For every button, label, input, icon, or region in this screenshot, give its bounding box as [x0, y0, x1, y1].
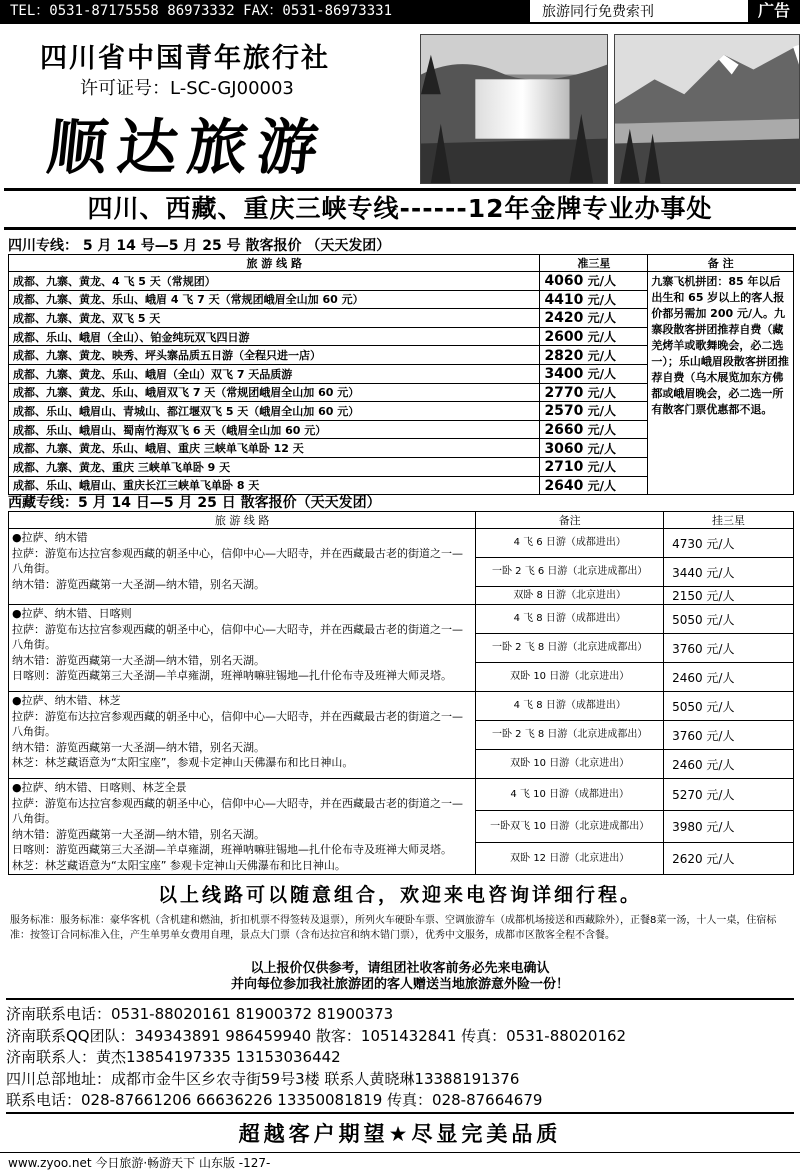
itinerary-price: 5050 元/人: [664, 692, 794, 721]
col-header-note: 备注: [476, 512, 664, 529]
price-unit: 元/人: [587, 478, 616, 493]
agency-name: 四川省中国青年旅行社: [40, 43, 330, 74]
itinerary-note: 4 飞 6 日游（成都进出）: [476, 529, 664, 558]
route-name: 成都、九寨、黄龙、乐山、峨眉、重庆 三峡单飞单卧 12 天: [9, 439, 540, 458]
contact-line: 济南联系QQ团队：349343891 986459940 散客：1051432841 传真：0531-88020162: [6, 1026, 627, 1045]
price-unit: 元/人: [587, 292, 616, 307]
itinerary-price: 5050 元/人: [664, 605, 794, 634]
route-price-cell: [540, 346, 648, 365]
route-name: 成都、九寨、黄龙、乐山、峨眉双飞 7 天（常规团峨眉全山加 60 元）: [9, 383, 540, 402]
route-description: [9, 779, 476, 875]
combination-note: 以上线路可以随意组合，欢迎来电咨询详细行程。: [157, 884, 642, 906]
warning-notice: [0, 961, 800, 993]
price-unit: 元/人: [587, 404, 616, 419]
route-title: ●拉萨、纳木错、日喀则、林芝全景: [12, 781, 187, 794]
itinerary-price: 4730 元/人: [664, 529, 794, 558]
route-detail: 日喀则：游览西藏第三大圣湖—羊卓雍湖，班禅呐嘛驻锡地—扎什伦布寺及班禅大师灵塔。: [12, 669, 452, 682]
route-price-cell: [540, 457, 648, 476]
route-detail: 拉萨：游览布达拉宫参观西藏的朝圣中心，信仰中心—大昭寺，并在西藏最古老的街道之一—八角街。: [12, 546, 463, 575]
route-name: 成都、乐山、峨眉山、青城山、都江堰双飞 5 天（峨眉全山加 60 元）: [9, 402, 540, 421]
top-bar: [0, 0, 800, 24]
route-name: 成都、乐山、峨眉（全山）、铂金纯玩双飞四日游: [9, 327, 540, 346]
contact-line: 联系电话：028-87661206 66636226 13350081819 传真：028-87664679: [6, 1091, 543, 1109]
service-standard: 服务标准：服务标准：豪华客机（含机建和燃油，折扣机票不得签转及退票），所列火车硬卧车票、空调旅游车（成都机场接送和西藏除外），正餐8菜一汤，十人一桌，住宿标准：按签订合同标准入住，产生单男单女费用自理，景点大门票（含布达拉宫和纳木错门票），优秀中文服务，成都市区散客全程不含餐。: [10, 915, 777, 941]
route-detail: 日喀则：游览西藏第三大圣湖—羊卓雍湖，班禅呐嘛驻锡地—扎什伦布寺及班禅大师灵塔。: [12, 843, 452, 856]
table-row: [9, 605, 794, 634]
route-price-cell: [540, 327, 648, 346]
itinerary-note: 双卧 12 日游（北京进出）: [476, 843, 664, 875]
route-price-cell: [540, 364, 648, 383]
table-row: [9, 692, 794, 721]
tibet-price-table: [8, 511, 794, 875]
sichuan-section-title: 四川专线： 5 月 14 号—5 月 25 号 散客报价 （天天发团）: [8, 238, 391, 254]
itinerary-price: 5270 元/人: [664, 779, 794, 811]
tibet-section-title: 西藏专线：5 月 14 日—5 月 25 日 散客报价（天天发团）: [8, 495, 381, 511]
itinerary-note: 4 飞 8 日游（成都进出）: [476, 692, 664, 721]
route-detail: 纳木错：游览西藏第一大圣湖—纳木错，别名天湖。: [12, 827, 265, 841]
route-detail: 林芝：林芝藏语意为“太阳宝座”，参观卡定神山天佛瀑布和比日神山。: [12, 756, 354, 769]
route-description: [9, 605, 476, 692]
route-title: ●拉萨、纳木错、日喀则: [12, 607, 132, 620]
header: [0, 26, 800, 186]
col-header-route: 旅 游 线 路: [9, 255, 540, 272]
price-unit: 元/人: [587, 274, 616, 289]
itinerary-price: 3760 元/人: [664, 634, 794, 663]
itinerary-note: 一卧 2 飞 8 日游（北京进成都出）: [476, 721, 664, 750]
route-price-cell: [540, 476, 648, 495]
route-description: [9, 529, 476, 605]
route-name: 成都、九寨、黄龙、映秀、坪头寨品质五日游（全程只进一店）: [9, 346, 540, 365]
table-row: [9, 272, 794, 291]
itinerary-price: 2620 元/人: [664, 843, 794, 875]
route-price: 2600: [544, 329, 584, 346]
price-unit: 元/人: [587, 423, 616, 438]
route-title: ●拉萨、纳木错: [12, 531, 88, 544]
col-header-route: 旅 游 线 路: [9, 512, 476, 529]
route-price: 3060: [544, 440, 584, 457]
top-contact: TEL：0531-87175558 86973332 FAX：0531-86973331: [0, 0, 530, 22]
itinerary-note: 4 飞 8 日游（成都进出）: [476, 605, 664, 634]
route-detail: 拉萨：游览布达拉宫参观西藏的朝圣中心，信仰中心—大昭寺，并在西藏最古老的街道之一—八角街。: [12, 796, 463, 825]
itinerary-note: 一卧 2 飞 6 日游（北京进成都出）: [476, 558, 664, 587]
route-price: 2570: [544, 403, 584, 420]
waterfall-photo: [420, 34, 608, 184]
itinerary-price: 2460 元/人: [664, 750, 794, 779]
route-detail: 拉萨：游览布达拉宫参观西藏的朝圣中心，信仰中心—大昭寺，并在西藏最古老的街道之一—八角街。: [12, 622, 463, 651]
col-header-note: 备 注: [648, 255, 794, 272]
route-price-cell: [540, 383, 648, 402]
itinerary-note: 4 飞 10 日游（成都进出）: [476, 779, 664, 811]
route-price-cell: [540, 290, 648, 309]
route-price: 3400: [544, 366, 584, 383]
route-price: 2710: [544, 459, 584, 476]
motto: 超越客户期望★尽显完美品质: [238, 1122, 562, 1146]
itinerary-price: 3980 元/人: [664, 811, 794, 843]
route-description: [9, 692, 476, 779]
itinerary-note: 一卧 2 飞 8 日游（北京进成都出）: [476, 634, 664, 663]
contact-line: 济南联系人：黄杰13854197335 13153036442: [6, 1048, 341, 1066]
price-unit: 元/人: [587, 460, 616, 475]
license-number: 许可证号：L-SC-GJ00003: [80, 78, 294, 99]
table-row: [9, 779, 794, 811]
itinerary-note: 双卧 8 日游（北京进出）: [476, 587, 664, 605]
route-detail: 拉萨：游览布达拉宫参观西藏的朝圣中心，信仰中心—大昭寺，并在西藏最古老的街道之一—八角街。: [12, 709, 463, 738]
banner-headline: 四川、西藏、重庆三峡专线------12年金牌专业办事处: [4, 188, 796, 230]
route-detail: 纳木错：游览西藏第一大圣湖—纳木错，别名天湖。: [12, 740, 265, 754]
route-price-cell: [540, 439, 648, 458]
contact-line: 四川总部地址：成都市金牛区乡农寺街59号3楼 联系人黄晓琳13388191376: [6, 1069, 520, 1088]
route-detail: 纳木错：游览西藏第一大圣湖—纳木错，别名天湖。: [12, 653, 265, 667]
warning-line: 以上报价仅供参考，请组团社收客前务必先来电确认: [250, 961, 550, 976]
route-detail: 林芝：林芝藏语意为“太阳宝座” 参观卡定神山天佛瀑布和比日神山。: [12, 858, 346, 872]
mountain-lake-photo: [614, 34, 800, 184]
itinerary-price: 2460 元/人: [664, 663, 794, 692]
remarks-note: 九寨飞机拼团：85 年以后出生和 65 岁以上的客人报价都另需加 200 元/人。九寨段散客拼团推荐自费（藏羌烤羊或歌舞晚会，必二选一）；乐山峨眉段散客拼团推荐自费（乌木展览加东方佛都或峨眉晚会，必二选一所有散客门票优惠都不退。: [648, 272, 794, 495]
route-name: 成都、九寨、黄龙、重庆 三峡单飞单卧 9 天: [9, 457, 540, 476]
price-unit: 元/人: [587, 330, 616, 345]
footer: www.zyoo.net 今日旅游·畅游天下 山东版 -127-: [0, 1152, 800, 1172]
route-detail: 纳木错：游览西藏第一大圣湖—纳木错，别名天湖。: [12, 577, 265, 591]
route-name: 成都、九寨、黄龙、乐山、峨眉 4 飞 7 天（常规团峨眉全山加 60 元）: [9, 290, 540, 309]
contact-block: [6, 998, 794, 1114]
itinerary-note: 一卧双飞 10 日游（北京进成都出）: [476, 811, 664, 843]
route-price: 2640: [544, 477, 584, 494]
route-price-cell: [540, 420, 648, 439]
route-price: 2420: [544, 310, 584, 327]
itinerary-price: 3760 元/人: [664, 721, 794, 750]
col-header-price: 准三星: [540, 255, 648, 272]
route-name: 成都、九寨、黄龙、双飞 5 天: [9, 309, 540, 328]
price-unit: 元/人: [587, 385, 616, 400]
warning-line: 并向每位参加我社旅游团的客人赠送当地旅游意外险一份！: [230, 977, 569, 992]
route-name: 成都、九寨、黄龙、4 飞 5 天（常规团）: [9, 272, 540, 291]
route-price: 4410: [544, 291, 584, 308]
route-price: 2820: [544, 347, 584, 364]
route-price-cell: [540, 402, 648, 421]
price-unit: 元/人: [587, 348, 616, 363]
itinerary-note: 双卧 10 日游（北京进出）: [476, 663, 664, 692]
route-name: 成都、乐山、峨眉山、重庆长江三峡单飞单卧 8 天: [9, 476, 540, 495]
contact-line: 济南联系电话：0531-88020161 81900372 81900373: [6, 1005, 394, 1023]
top-slogan: 旅游同行免费索刊: [542, 4, 654, 20]
itinerary-note: 双卧 10 日游（北京进出）: [476, 750, 664, 779]
price-unit: 元/人: [587, 441, 616, 456]
route-price: 2770: [544, 384, 584, 401]
route-name: 成都、乐山、峨眉山、蜀南竹海双飞 6 天（峨眉全山加 60 元）: [9, 420, 540, 439]
ad-label: 广告: [748, 0, 800, 22]
route-name: 成都、九寨、黄龙、乐山、峨眉（全山）双飞 7 天品质游: [9, 364, 540, 383]
brand-logo: 顺达旅游: [43, 113, 332, 183]
table-row: [9, 529, 794, 558]
route-price-cell: [540, 272, 648, 291]
price-unit: 元/人: [587, 311, 616, 326]
sichuan-price-table: [8, 254, 794, 495]
route-price: 2660: [544, 422, 584, 439]
route-title: ●拉萨、纳木错、林芝: [12, 694, 121, 707]
route-price-cell: [540, 309, 648, 328]
price-unit: 元/人: [587, 367, 616, 382]
itinerary-price: 2150 元/人: [664, 587, 794, 605]
route-price: 4060: [544, 273, 584, 290]
itinerary-price: 3440 元/人: [664, 558, 794, 587]
col-header-price: 挂三星: [664, 512, 794, 529]
